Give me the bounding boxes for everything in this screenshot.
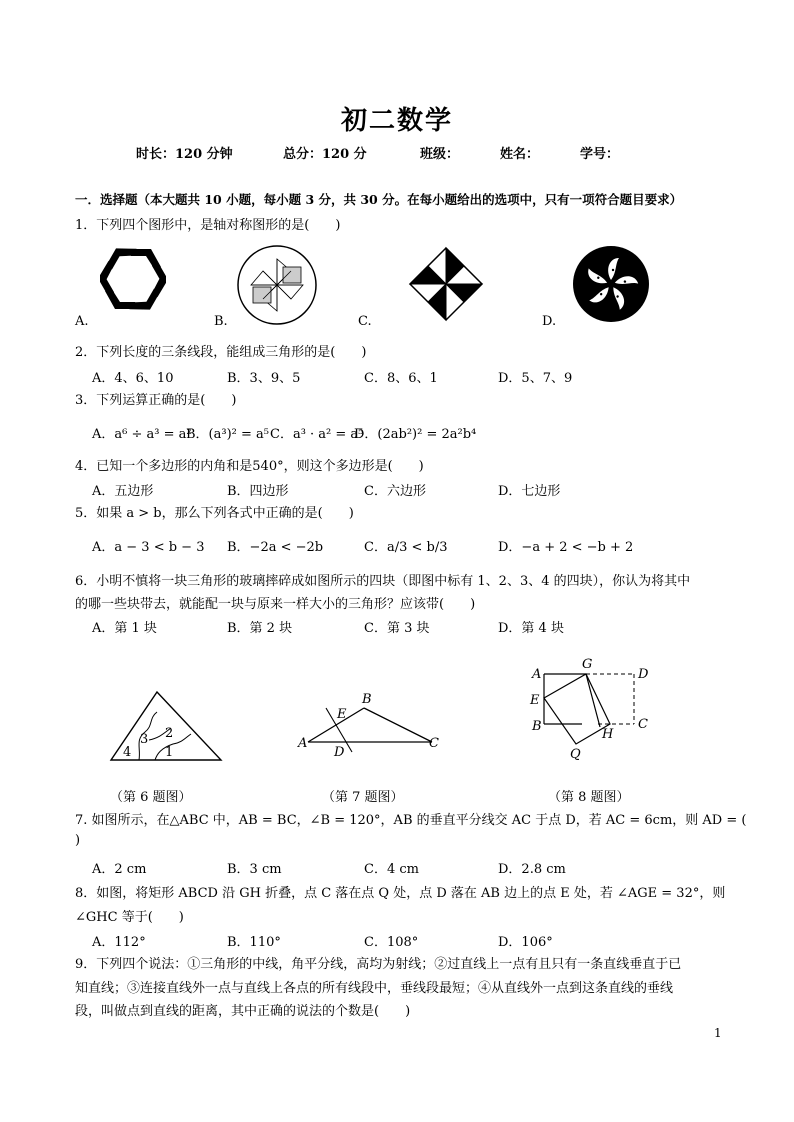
header-total: 总分：120 分 — [283, 147, 367, 162]
q4-stem: 4．已知一个多边形的内角和是540°，则这个多边形是( ) — [75, 459, 424, 474]
q7-stem-line1: 7. 如图所示，在△ABC 中，AB = BC，∠B = 120°，AB 的垂直平分线交 AC 于点 D，若 AC = 6cm，则 AD = ( — [75, 813, 747, 828]
q8-option-b: B．110° — [227, 935, 281, 950]
fig7-label-e: E — [337, 707, 347, 722]
q7-option-c: C．4 cm — [364, 862, 419, 877]
fig7-label-b: B — [362, 692, 372, 707]
q2-option-b: B．3、9、5 — [227, 371, 301, 386]
q8-option-c: C．108° — [364, 935, 419, 950]
q8-stem-line1: 8．如图，将矩形 ABCD 沿 GH 折叠，点 C 落在点 Q 处，点 D 落在 AB 边上的点 E 处，若 ∠AGE = 32°，则 — [75, 886, 726, 901]
q7-option-d: D．2.8 cm — [498, 862, 566, 877]
q9-line1: 9．下列四个说法：①三角形的中线，角平分线，高均为射线；②过直线上一点有且只有一条直线垂直于已 — [75, 957, 682, 972]
q5-option-d: D．−a + 2 < −b + 2 — [498, 540, 634, 555]
fig8-label-b: B — [532, 719, 542, 734]
q5-option-a: A．a − 3 < b − 3 — [92, 540, 205, 555]
fig7-label-a: A — [298, 736, 308, 751]
q4-option-b: B．四边形 — [227, 484, 289, 499]
q3-option-b: B．(a³)² = a⁵ — [186, 427, 269, 442]
fig6-caption: （第 6 题图） — [110, 790, 192, 805]
q4-option-d: D．七边形 — [498, 484, 561, 499]
q6-option-a: A．第 1 块 — [92, 621, 157, 636]
fig6-label-4: 4 — [123, 745, 132, 760]
q1-label-d: D. — [542, 314, 557, 329]
q1-figure-a — [100, 246, 166, 312]
fig8-label-h: H — [602, 727, 614, 742]
fig7-caption: （第 7 题图） — [322, 790, 404, 805]
q2-option-a: A．4、6、10 — [92, 371, 174, 386]
q1-figure-b — [236, 244, 318, 326]
q8-option-d: D．106° — [498, 935, 553, 950]
q3-stem: 3．下列运算正确的是( ) — [75, 393, 237, 408]
q2-option-c: C．8、6、1 — [364, 371, 438, 386]
q9-line3: 段，叫做点到直线的距离，其中正确的说法的个数是( ) — [75, 1004, 411, 1019]
figure-6 — [105, 688, 225, 764]
fig8-label-c: C — [638, 717, 648, 732]
fig8-caption: （第 8 题图） — [548, 790, 630, 805]
fig6-label-3: 3 — [140, 732, 149, 747]
q4-option-a: A．五边形 — [92, 484, 154, 499]
header-name: 姓名： — [500, 147, 540, 162]
page-number: 1 — [714, 1026, 722, 1040]
q6-option-d: D．第 4 块 — [498, 621, 564, 636]
q3-option-c: C．a³ · a² = a⁵ — [270, 427, 364, 442]
fig8-label-a: A — [532, 667, 542, 682]
q5-option-c: C．a/3 < b/3 — [364, 540, 448, 555]
q1-figure-c — [408, 246, 484, 322]
q1-stem: 1．下列四个图形中，是轴对称图形的是( ) — [75, 218, 341, 233]
q1-label-a: A. — [75, 314, 89, 329]
q3-option-a: A．a⁶ ÷ a³ = a² — [92, 427, 192, 442]
figure-7 — [290, 690, 450, 760]
q2-option-d: D．5、7、9 — [498, 371, 573, 386]
figure-8 — [526, 654, 662, 764]
header-duration: 时长：120 分钟 — [136, 147, 233, 162]
header-id: 学号： — [580, 147, 620, 162]
q8-option-a: A．112° — [92, 935, 146, 950]
q1-label-b: B. — [214, 314, 228, 329]
q1-figure-d — [571, 244, 651, 324]
q1-label-c: C. — [358, 314, 372, 329]
fig7-label-d: D — [334, 745, 345, 760]
section-heading: 一．选择题（本大题共 10 小题，每小题 3 分，共 30 分。在每小题给出的选项中，只有一项符合题目要求） — [75, 192, 683, 207]
q2-stem: 2．下列长度的三条线段，能组成三角形的是( ) — [75, 345, 367, 360]
q5-option-b: B．−2a < −2b — [227, 540, 324, 555]
q5-stem: 5．如果 a > b，那么下列各式中正确的是( ) — [75, 506, 354, 521]
q9-line2: 知直线；③连接直线外一点与直线上各点的所有线段中，垂线段最短；④从直线外一点到这条直线的垂线 — [75, 981, 674, 996]
q7-stem-line2: ) — [75, 833, 81, 848]
fig8-label-q: Q — [570, 747, 581, 762]
fig8-label-d: D — [638, 667, 649, 682]
fig8-label-g: G — [582, 657, 593, 672]
q6-option-c: C．第 3 块 — [364, 621, 430, 636]
q6-option-b: B．第 2 块 — [227, 621, 293, 636]
fig6-label-1: 1 — [165, 745, 174, 760]
q4-option-c: C．六边形 — [364, 484, 426, 499]
q3-option-d: D．(2ab²)² = 2a²b⁴ — [354, 427, 477, 442]
q7-option-b: B．3 cm — [227, 862, 282, 877]
page-title: 初二数学 — [340, 106, 453, 136]
q6-stem-line2: 的哪一些块带去，就能配一块与原来一样大小的三角形？应该带( ) — [75, 597, 476, 612]
fig7-label-c: C — [429, 736, 439, 751]
fig6-label-2: 2 — [165, 726, 174, 741]
fig8-label-e: E — [530, 693, 540, 708]
header-class: 班级： — [420, 147, 460, 162]
q7-option-a: A．2 cm — [92, 862, 147, 877]
q6-stem-line1: 6．小明不慎将一块三角形的玻璃摔碎成如图所示的四块（即图中标有 1、2、3、4 的四块），你认为将其中 — [75, 574, 691, 589]
q8-stem-line2: ∠GHC 等于( ) — [75, 910, 184, 925]
